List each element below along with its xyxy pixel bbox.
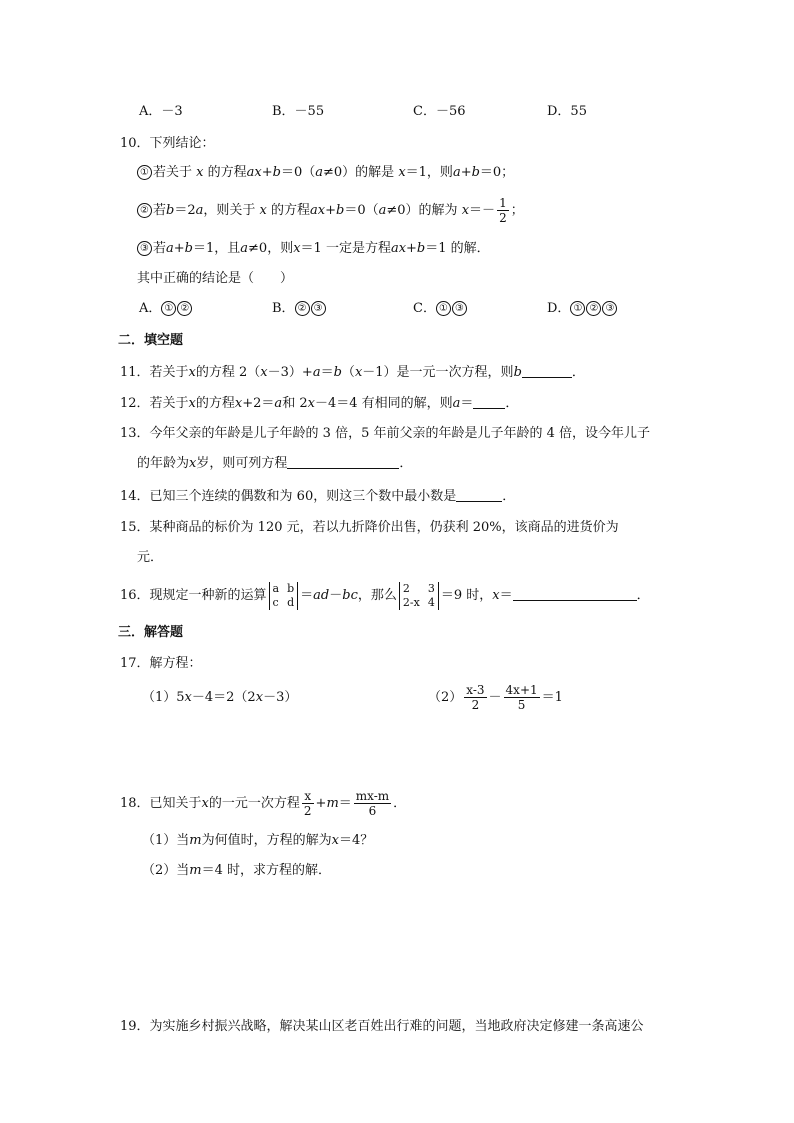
q12: 12．若关于x的方程x+2＝a和 2x－4＝4 有相同的解，则a＝ ．	[120, 396, 519, 411]
q19-line-1: 19．为实施乡村振兴战略，解决某山区老百姓出行难的问题，当地政府决定修建一条高速公	[120, 1019, 644, 1034]
section-solve-title: 三．解答题	[118, 625, 184, 640]
q10-statement-3: ③ 若a+b＝1，且a≠0，则x＝1 一定是方程ax+b＝1 的解．	[137, 240, 490, 258]
q16: 16．现规定一种新的运算 a b c d ＝ad－bc，那么 2 3 2-x 4 ＝9 时，x＝ ．	[120, 581, 650, 609]
q11-answer-blank[interactable]	[522, 364, 572, 378]
q9-option-b: B．－55	[272, 104, 325, 119]
fraction-mx-minus-m-over-6: $\frac{mx-m}{6}$	[355, 789, 390, 818]
q14-answer-blank[interactable]	[456, 488, 502, 502]
fraction-x-over-2: $\frac{x}{2}$	[303, 789, 312, 818]
determinant-abcd: a b c d	[269, 582, 299, 610]
q18-part-2: （2）当m＝4 时，求方程的解．	[142, 863, 332, 878]
q9-option-c: C．－56	[413, 104, 466, 119]
section-fill-in-blank-title: 二．填空题	[118, 333, 184, 348]
q17-stem: 17．解方程：	[120, 656, 202, 671]
q13-answer-blank[interactable]	[287, 455, 399, 469]
q10-ask: 其中正确的结论是（ ）	[137, 271, 294, 286]
q12-answer-blank[interactable]	[473, 395, 505, 409]
q11: 11．若关于x的方程 2（x－3）+a＝b（x－1）是一元一次方程，则b ．	[120, 365, 585, 380]
fraction-x-minus-3-over-2: $\frac{x-3}{2}$	[466, 683, 485, 712]
q15-line-2: 元．	[137, 550, 164, 565]
determinant-numeric: 2 3 2-x 4	[399, 582, 439, 610]
fraction-one-half: $\frac{1}{2}$	[499, 196, 507, 225]
q16-answer-blank[interactable]	[513, 587, 637, 601]
q10-options	[139, 300, 659, 318]
q15-line-1: 15．某种商品的标价为 120 元，若以九折降价出售，仍获利 20%，该商品的进货价为	[120, 520, 619, 535]
q9-option-a: A．－3	[139, 104, 183, 119]
q17-part-1: （1）5x－4＝2（2x－3）	[142, 690, 298, 705]
q13-line-2: 的年龄为x岁，则可列方程 ．	[137, 456, 413, 471]
q17-part-2: （2） $\frac{x-3}{2}$ － $\frac{4x+1}{5}$ ＝1	[428, 683, 563, 712]
q10-option-b: B． ② ③	[272, 300, 327, 318]
fraction-4x-plus-1-over-5: $\frac{4x+1}{5}$	[505, 683, 538, 712]
q10-option-c: C． ① ③	[413, 300, 468, 318]
q10-statement-1: ① 若关于 x 的方程ax+b＝0（a≠0）的解是 x＝1，则a+b＝0；	[137, 164, 514, 182]
q9-option-d: D．55	[547, 104, 587, 119]
q9-options	[139, 103, 659, 121]
q10-option-a: A． ① ②	[139, 300, 193, 318]
q13-line-1: 13．今年父亲的年龄是儿子年龄的 3 倍，5 年前父亲的年龄是儿子年龄的 4 倍，设今年儿子	[120, 426, 651, 441]
q10-stem: 10．下列结论：	[120, 136, 215, 151]
q10-option-d: D． ① ② ③	[547, 300, 618, 318]
q14: 14．已知三个连续的偶数和为 60，则这三个数中最小数是 ．	[120, 489, 516, 504]
q18-stem: 18．已知关于x的一元一次方程 $\frac{x}{2}$ +m＝ $\frac{mx-m}{6}$ ．	[120, 789, 407, 818]
q10-statement-2: ② 若b＝2a，则关于 x 的方程ax+b＝0（a≠0）的解为 x＝－ $\frac{1}{2}$ ；	[137, 194, 524, 228]
q18-part-1: （1）当m为何值时，方程的解为x＝4？	[142, 833, 374, 848]
